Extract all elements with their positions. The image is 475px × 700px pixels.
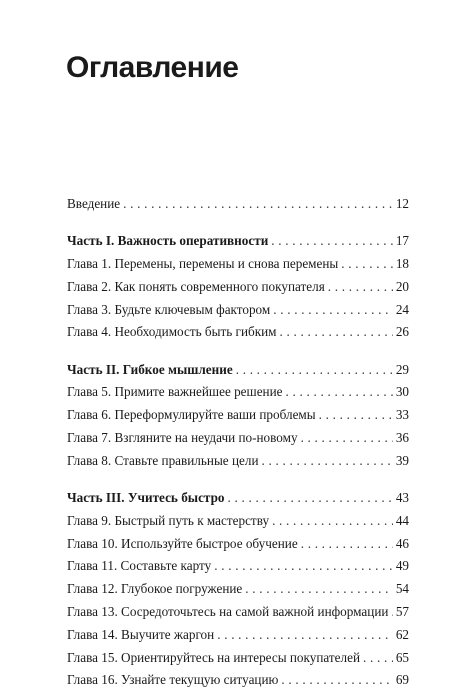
toc-entry-page: 20 (395, 278, 409, 294)
toc-entry-page: 46 (395, 535, 409, 551)
dot-leader (281, 669, 392, 692)
toc-entry (67, 253, 409, 276)
toc-part-1 (67, 230, 409, 253)
dot-leader (319, 404, 393, 427)
toc-entry-title: Глава 8. Ставьте правильные цели (67, 452, 259, 468)
dot-leader (391, 601, 392, 624)
dot-leader (271, 230, 393, 253)
dot-leader (262, 450, 393, 473)
dot-leader (328, 276, 393, 299)
toc-entry-title: Глава 12. Глубокое погружение (67, 581, 243, 597)
dot-leader (245, 578, 393, 601)
toc-entry-page: 33 (395, 407, 409, 423)
dot-leader (273, 299, 393, 322)
toc-part-2 (67, 359, 409, 382)
toc-entry (67, 624, 409, 647)
toc-entry-title: Глава 10. Используйте быстрое обучение (67, 535, 298, 551)
toc-entry-title: Глава 2. Как понять современного покупателя (67, 278, 325, 294)
dot-leader (228, 487, 393, 510)
toc-entry-title: Глава 4. Необходимость быть гибким (67, 324, 277, 340)
dot-leader (301, 427, 393, 450)
toc-entry-page: 24 (395, 301, 409, 317)
toc-part-page: 17 (395, 233, 409, 249)
dot-leader (341, 253, 393, 276)
toc-entry (67, 404, 409, 427)
toc-part-title: Часть I. Важность оперативности (67, 233, 269, 249)
toc-part-3 (67, 487, 409, 510)
toc-entry (67, 321, 409, 344)
table-of-contents (67, 193, 409, 692)
toc-entry-page: 69 (395, 672, 409, 688)
dot-leader (123, 193, 393, 216)
toc-entry-page: 65 (395, 649, 409, 665)
dot-leader (363, 647, 393, 670)
toc-entry (67, 669, 409, 692)
toc-entry (67, 533, 409, 556)
toc-entry (67, 450, 409, 473)
toc-entry-page: 57 (395, 603, 409, 619)
toc-entry-title: Глава 1. Перемены, перемены и снова перемены (67, 255, 339, 271)
toc-entry-title: Глава 3. Будьте ключевым фактором (67, 301, 271, 317)
toc-part-title: Часть III. Учитесь быстро (67, 489, 225, 505)
toc-entry (67, 381, 409, 404)
toc-entry (67, 276, 409, 299)
dot-leader (286, 381, 393, 404)
toc-entry-title: Глава 11. Составьте карту (67, 558, 212, 574)
toc-entry-page: 39 (395, 452, 409, 468)
toc-entry-intro (67, 193, 409, 216)
toc-entry-page: 44 (395, 512, 409, 528)
toc-entry-title: Введение (67, 196, 121, 211)
toc-entry-page: 30 (395, 384, 409, 400)
toc-entry (67, 555, 409, 578)
dot-leader (280, 321, 393, 344)
toc-entry-title: Глава 7. Взгляните на неудачи по-новому (67, 429, 298, 445)
toc-entry-page: 26 (395, 324, 409, 340)
toc-entry-title: Глава 14. Выучите жаргон (67, 626, 215, 642)
toc-entry-title: Глава 5. Примите важнейшее решение (67, 384, 283, 400)
dot-leader (301, 533, 393, 556)
toc-entry (67, 578, 409, 601)
toc-entry-page: 36 (395, 429, 409, 445)
toc-entry (67, 510, 409, 533)
toc-entry (67, 647, 409, 670)
toc-entry (67, 427, 409, 450)
toc-entry-page: 18 (395, 255, 409, 271)
dot-leader (214, 555, 393, 578)
toc-part-page: 29 (395, 361, 409, 377)
page-title: Оглавление (66, 51, 239, 84)
toc-entry-title: Глава 16. Узнайте текущую ситуацию (67, 672, 279, 688)
toc-entry-title: Глава 9. Быстрый путь к мастерству (67, 512, 270, 528)
toc-part-title: Часть II. Гибкое мышление (67, 361, 233, 377)
toc-entry-title: Глава 6. Переформулируйте ваши проблемы (67, 407, 316, 423)
dot-leader (272, 510, 393, 533)
dot-leader (236, 359, 393, 382)
toc-entry-page: 12 (395, 196, 409, 211)
toc-entry (67, 299, 409, 322)
toc-entry-title: Глава 15. Ориентируйтесь на интересы покупателей (67, 649, 361, 665)
toc-entry-title: Глава 13. Сосредоточьтесь на самой важной информации (67, 603, 389, 619)
toc-entry (67, 601, 409, 624)
toc-entry-page: 49 (395, 558, 409, 574)
toc-entry-page: 62 (395, 626, 409, 642)
toc-entry-page: 54 (395, 581, 409, 597)
toc-part-page: 43 (395, 489, 409, 505)
dot-leader (217, 624, 393, 647)
